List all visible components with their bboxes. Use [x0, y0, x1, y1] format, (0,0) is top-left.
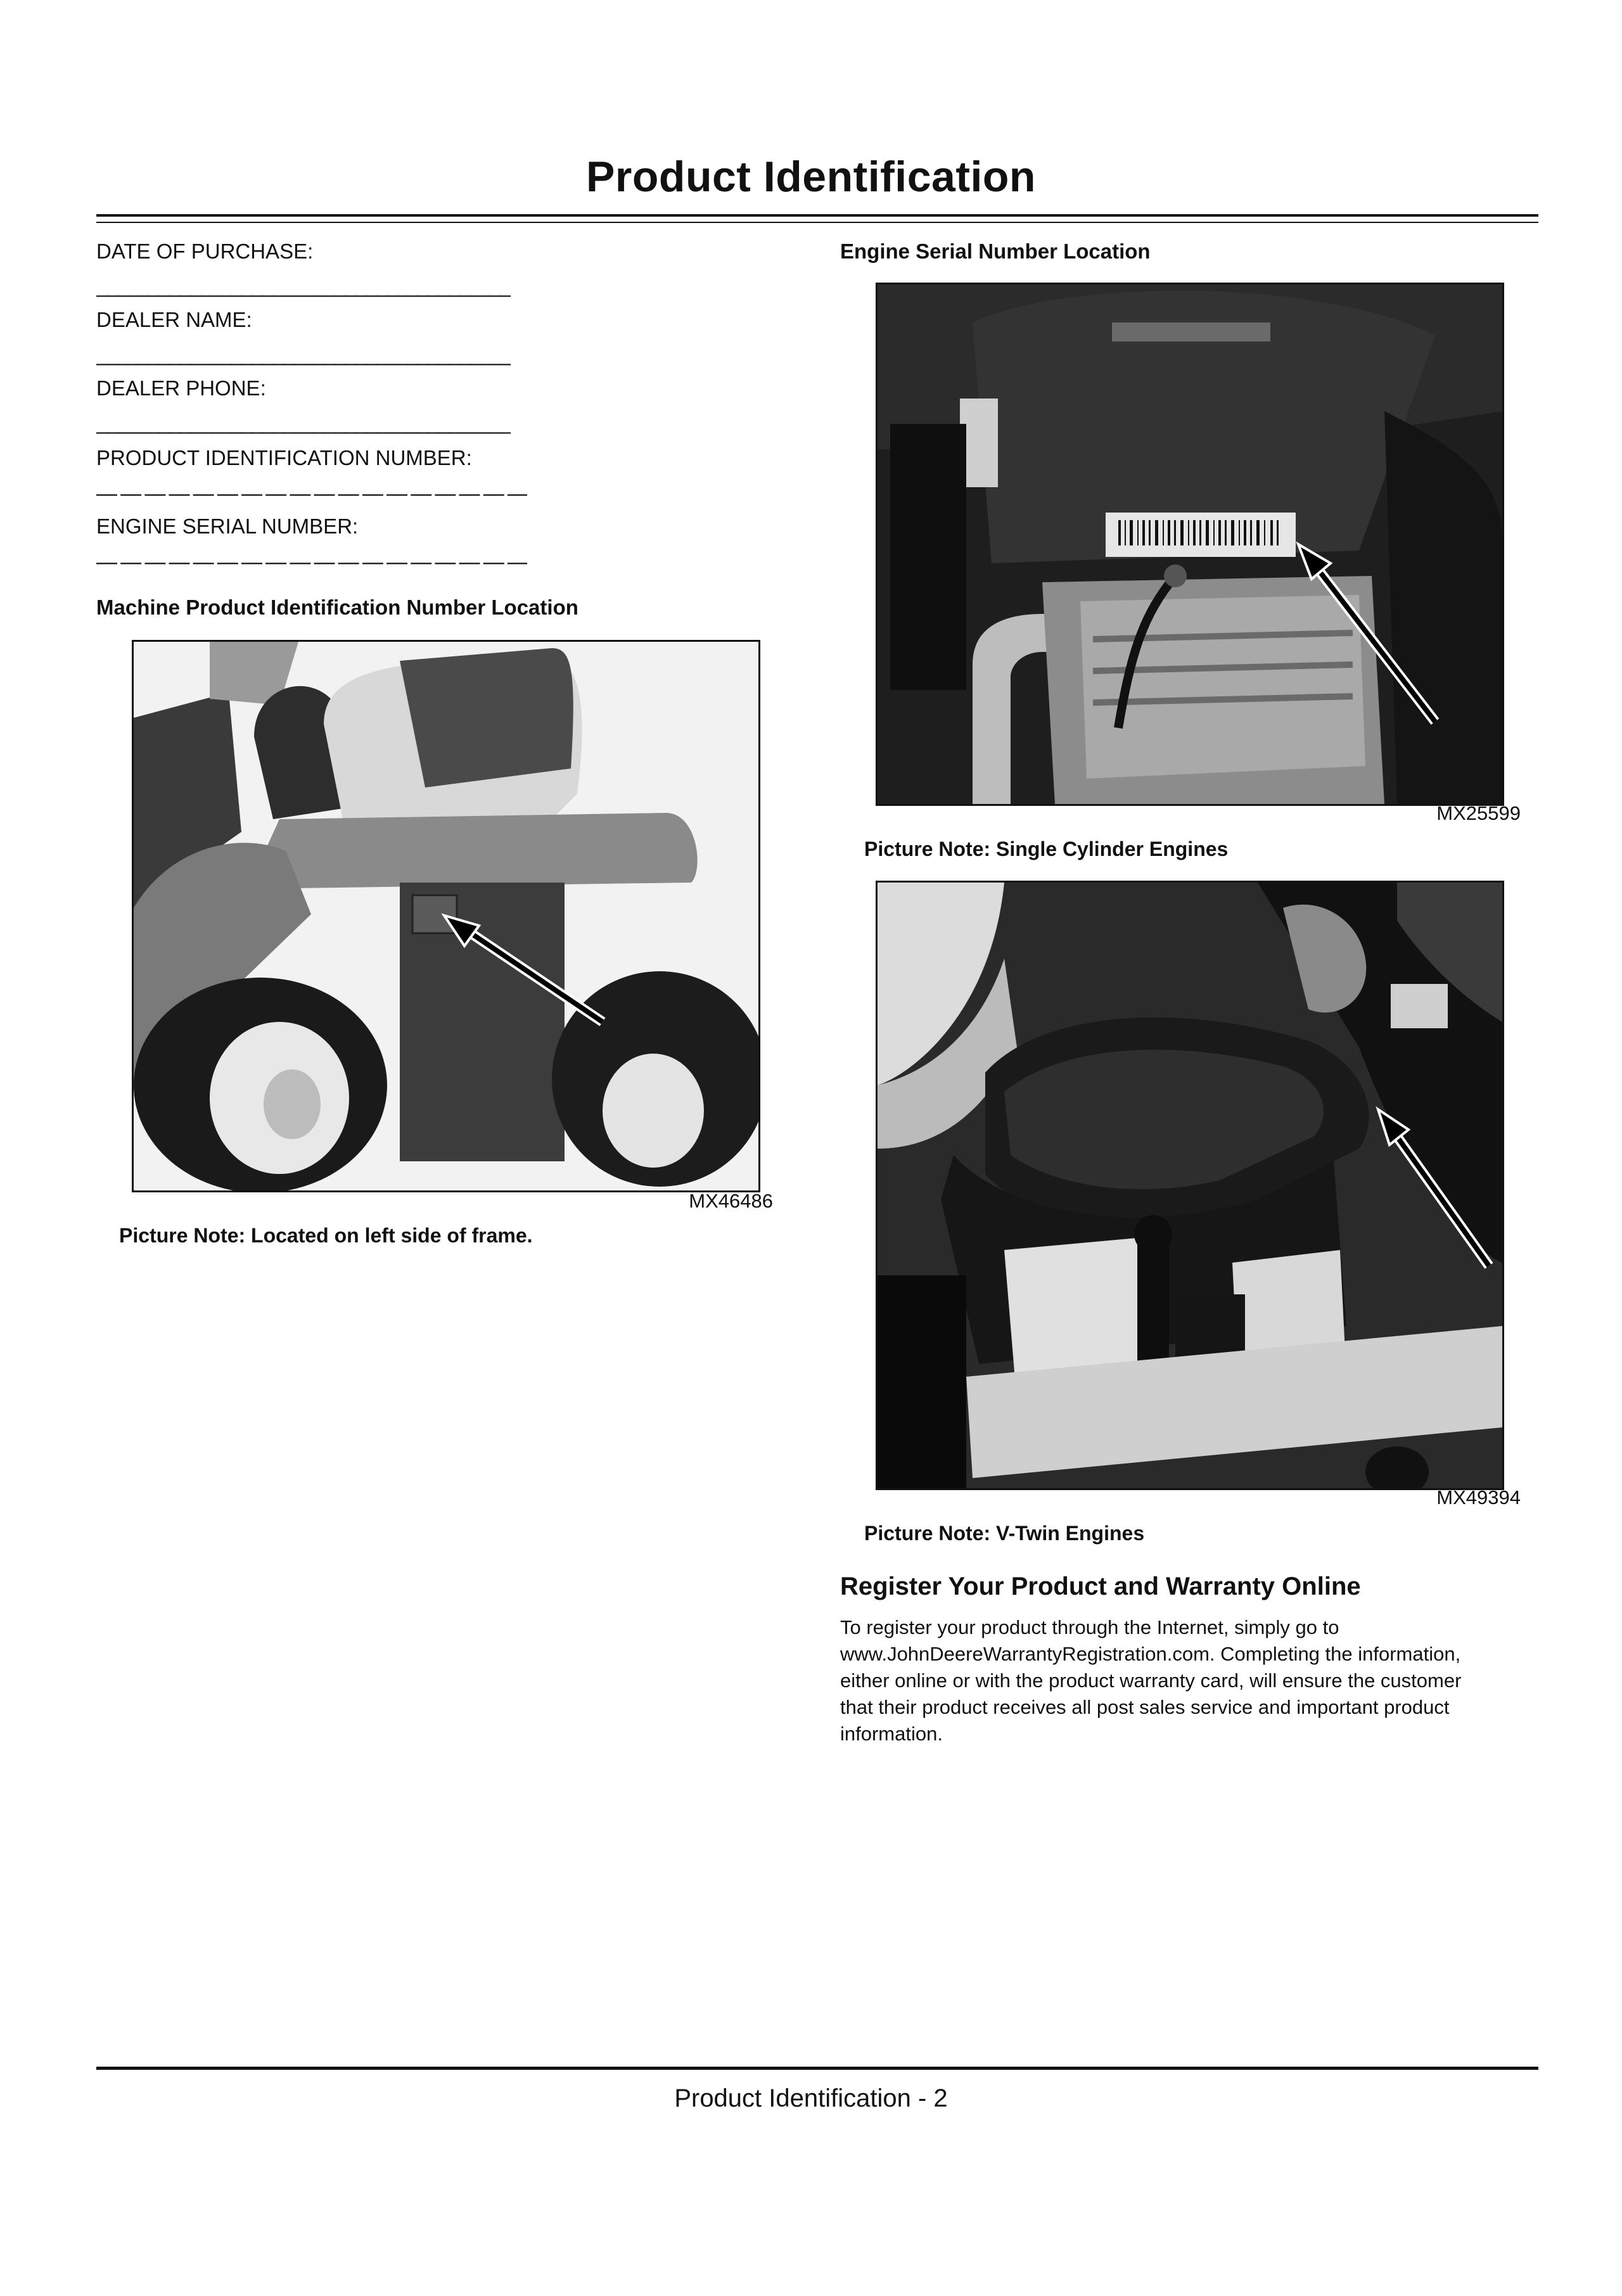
engine-serial-label: ENGINE SERIAL NUMBER: — [96, 514, 359, 538]
pin-line: — — — — — — — — — — — — — — — — — — — [96, 482, 527, 505]
dealer-phone-label: DEALER PHONE: — [96, 376, 266, 400]
v-twin-illustration — [878, 883, 1502, 1488]
single-cylinder-engine-photo — [876, 283, 1504, 806]
date-of-purchase-line: ________________________________________ — [96, 274, 511, 297]
page-footer: Product Identification - 2 — [674, 2084, 948, 2112]
register-line: information. — [840, 1723, 943, 1745]
footer-rule — [96, 2067, 1538, 2070]
pin-label: PRODUCT IDENTIFICATION NUMBER: — [96, 446, 472, 469]
figure-id-mx46486: MX46486 — [689, 1190, 773, 1212]
single-cylinder-note: Picture Note: Single Cylinder Engines — [864, 838, 1229, 860]
register-paragraph — [840, 1614, 1512, 1747]
v-twin-engine-photo — [876, 881, 1504, 1490]
dealer-name-line: ________________________________________ — [96, 342, 511, 366]
title-rule — [96, 214, 1538, 217]
title-rule-thin — [96, 222, 1538, 223]
tractor-illustration — [134, 642, 758, 1190]
dealer-name-label: DEALER NAME: — [96, 308, 252, 331]
tractor-photo — [132, 640, 760, 1192]
left-picture-note: Picture Note: Located on left side of frame. — [119, 1224, 533, 1247]
figure-id-mx25599: MX25599 — [1436, 802, 1521, 824]
single-cylinder-illustration — [878, 284, 1502, 804]
register-line: To register your product through the Internet, simply go to — [840, 1616, 1339, 1638]
register-line: either online or with the product warranty card, will ensure the customer — [840, 1669, 1462, 1692]
v-twin-note: Picture Note: V-Twin Engines — [864, 1522, 1145, 1545]
register-heading: Register Your Product and Warranty Online — [840, 1572, 1361, 1600]
figure-id-mx49394: MX49394 — [1436, 1486, 1521, 1508]
date-of-purchase-label: DATE OF PURCHASE: — [96, 239, 314, 263]
register-url-line[interactable]: www.JohnDeereWarrantyRegistration.com. Completing the information, — [840, 1643, 1461, 1665]
page-title: Product Identification — [586, 153, 1036, 201]
dealer-phone-line: ________________________________________ — [96, 411, 511, 434]
engine-serial-heading: Engine Serial Number Location — [840, 239, 1151, 263]
register-line: that their product receives all post sales service and important product — [840, 1696, 1450, 1718]
machine-pin-heading: Machine Product Identification Number Location — [96, 596, 578, 619]
engine-serial-line: — — — — — — — — — — — — — — — — — — — [96, 550, 527, 573]
